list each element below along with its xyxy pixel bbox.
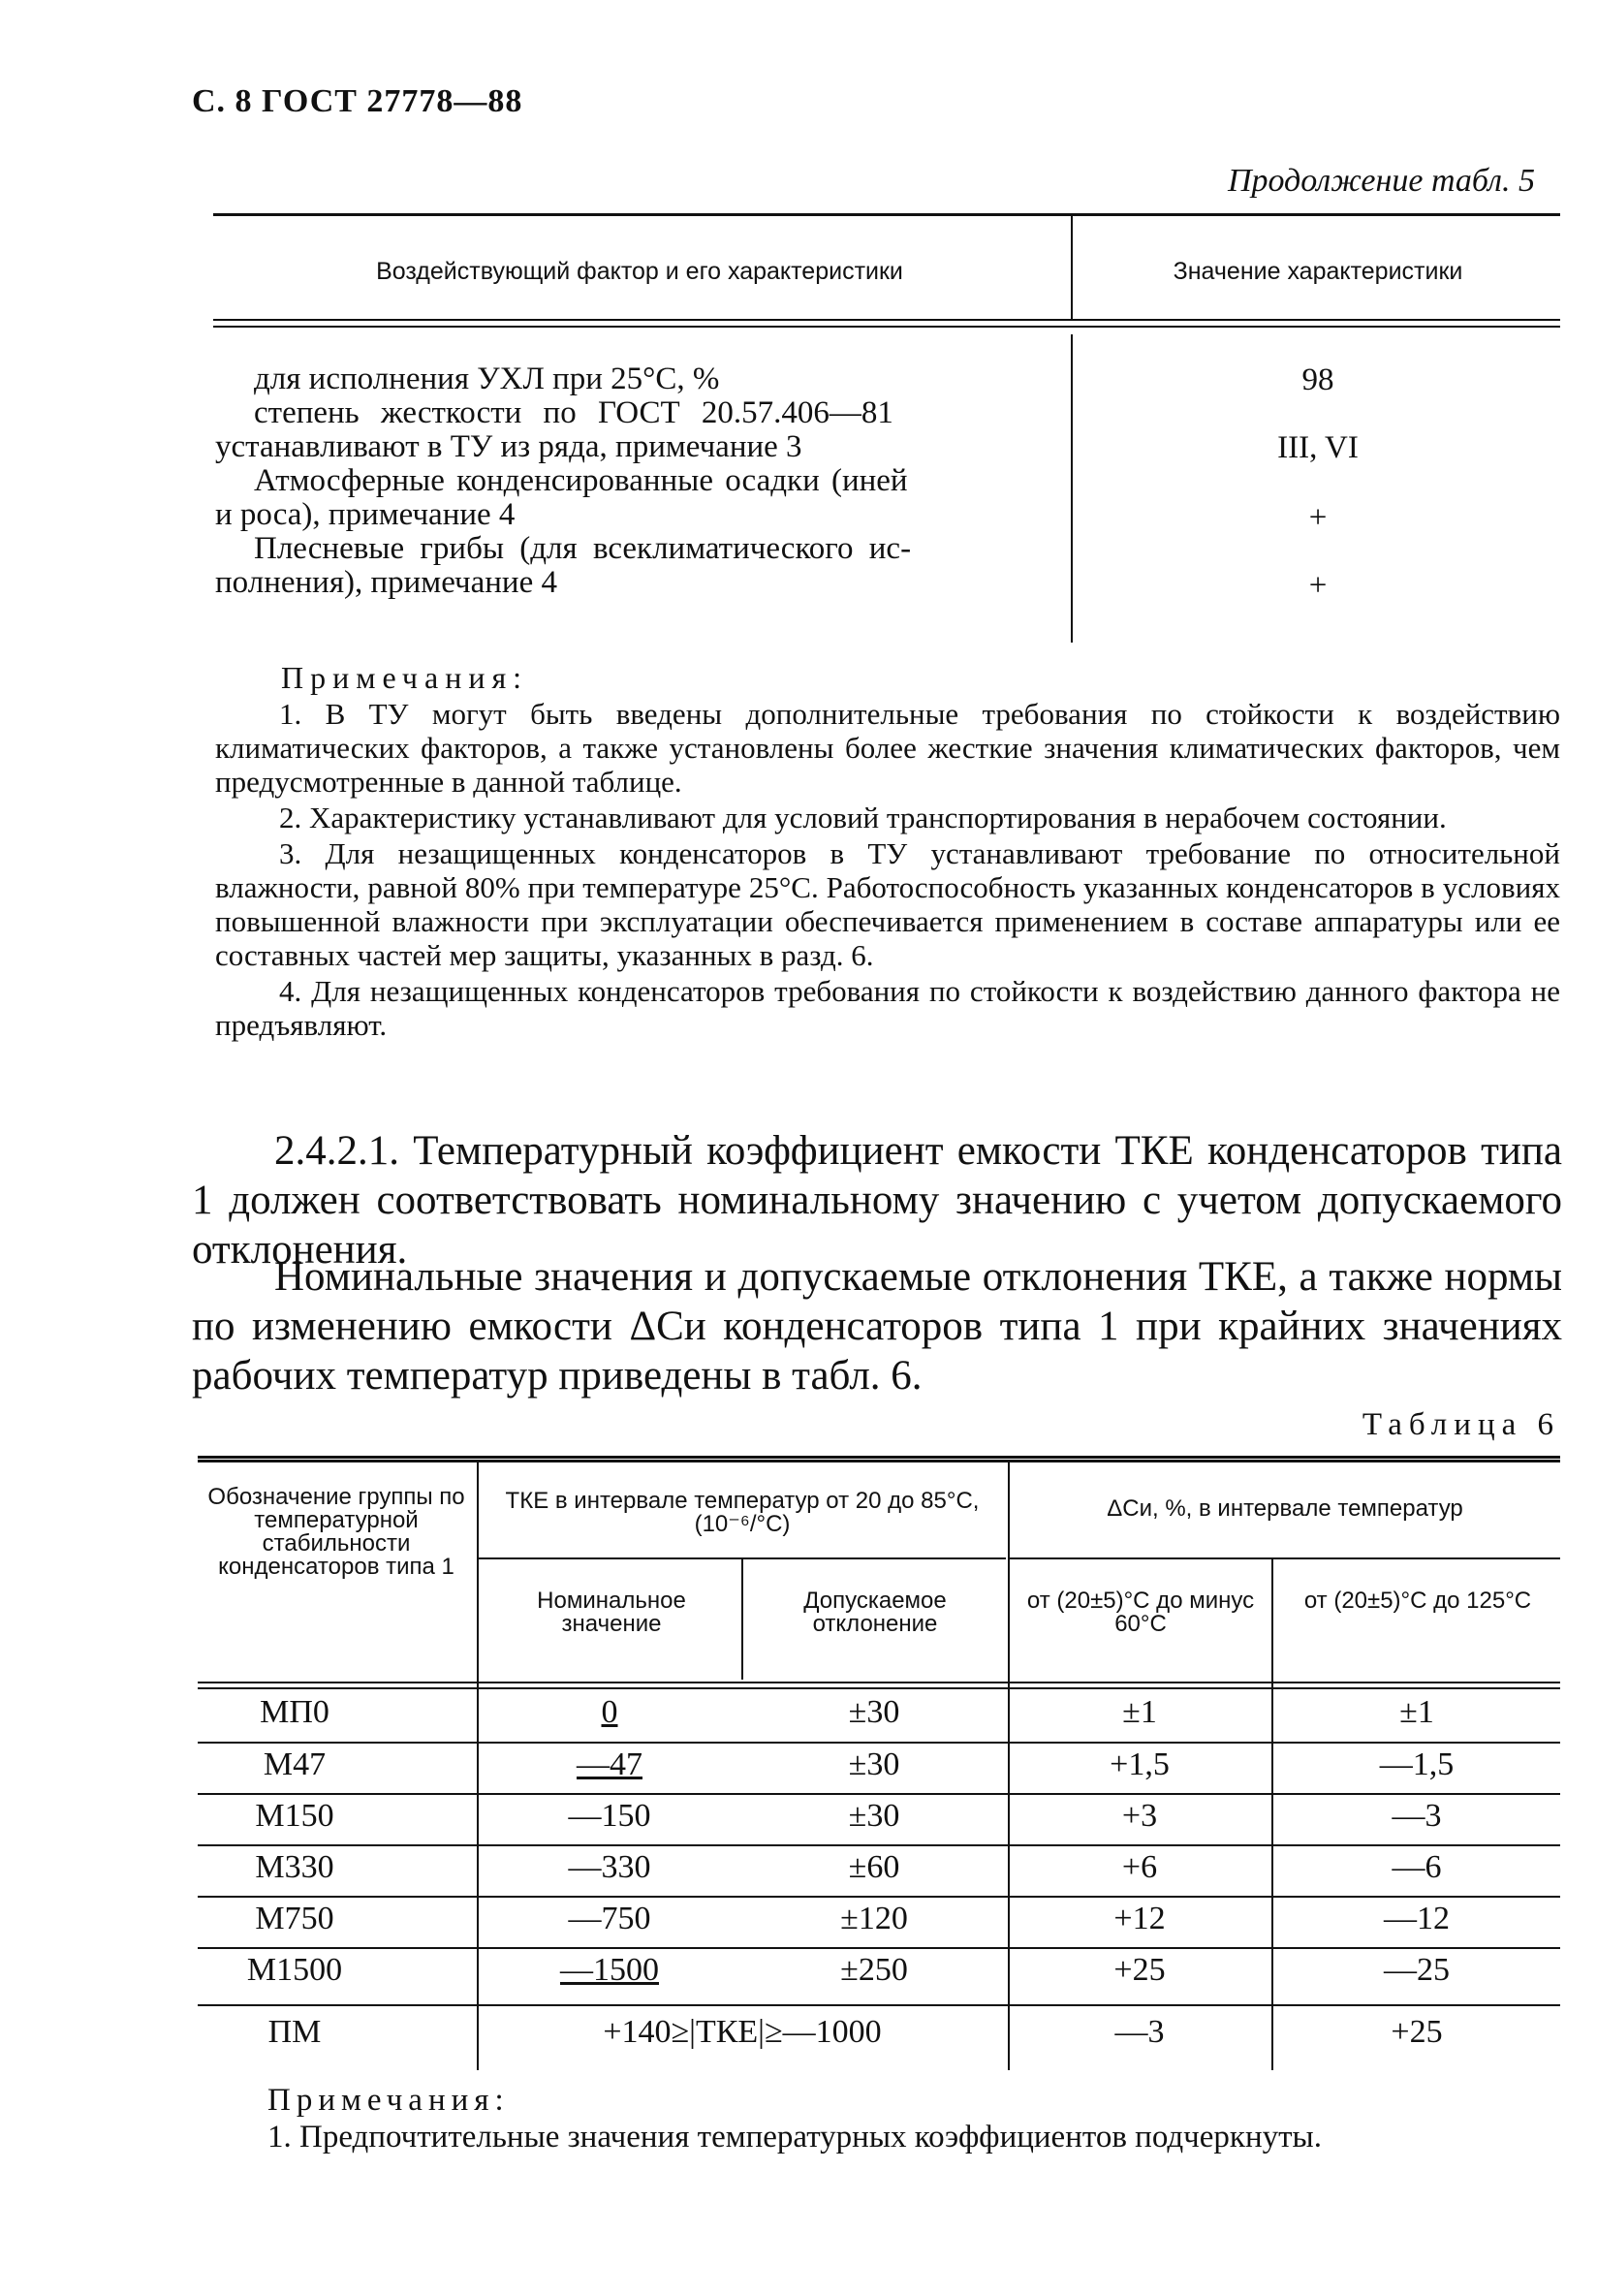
table5-top-rule [213,213,1560,216]
table5-row-value: 98 [1301,362,1334,397]
table6-label: Таблица 6 [1362,1407,1560,1442]
table6-column-divider [741,1558,743,1680]
table6-cell-tolerance: ±30 [848,1798,900,1834]
table6-cell-tolerance: ±60 [848,1849,900,1885]
table6-cell-plus125: ±1 [1399,1694,1434,1730]
note-item: 1. Предпочтительные значения температурных коэффициентов подчеркнуты. [267,2120,1322,2154]
table6-header-rule [198,1687,1560,1689]
table6-header-dc-125: от (20±5)°С до 125°С [1303,1588,1532,1614]
table6-row-rule [198,1947,1560,1949]
table6-cell-nominal: —150 [568,1798,651,1834]
table6-subheader-rule [479,1557,1006,1559]
table5-row-value: + [1308,500,1328,535]
table6-cell-tke-range: +140≥|ТКЕ|≥—1000 [603,2014,882,2050]
table5-row-value: + [1308,568,1328,603]
table6-cell-nominal: —47 [577,1746,642,1782]
note-item: 4. Для незащищенных конденсаторов требования по стойкости к воздействию данного фактора не предъявляют. [215,974,1560,1042]
table6-cell-group: МП0 [260,1694,329,1730]
table6-cell-group: М47 [263,1746,327,1782]
table6-cell-plus125: —1,5 [1379,1746,1455,1782]
table6-cell-plus125: +25 [1391,2014,1443,2050]
table6-cell-minus60: ±1 [1122,1694,1157,1730]
body-paragraph: 2.4.2.1. Температурный коэффициент емкости ТКЕ конденсаторов типа 1 должен соответствовать номинальному значению с учетом допускаемого отклонения. [192,1128,1562,1273]
table5-header-factor: Воздействующий фактор и его характеристики [376,258,903,285]
table5-row-text: Атмосферные конденсированные осадки (иней [254,463,908,498]
table6-header-dc: ΔCи, %, в интервале температур [1107,1495,1463,1522]
table5-row-text: Плесневые грибы (для всеклиматического ис- [254,531,912,566]
table6-cell-tolerance: ±30 [848,1746,900,1782]
table6-cell-group: М1500 [246,1952,343,1988]
table6-cell-nominal: —1500 [560,1952,659,1988]
page-header: С. 8 ГОСТ 27778—88 [192,83,523,119]
notes-title: Примечания: [281,660,529,695]
table5-header-rule [213,326,1560,328]
table5-row-text: полнения), примечание 4 [215,565,557,600]
table6-cell-group: ПМ [267,2014,322,2050]
notes-title: Примечания: [267,2083,510,2118]
table6-row-rule [198,1844,1560,1846]
table6-top-rule [198,1460,1560,1463]
table6-cell-minus60: +25 [1113,1952,1166,1988]
table6-cell-plus125: —25 [1384,1952,1450,1988]
table6-row-rule [198,1793,1560,1795]
table6-row-rule [198,1896,1560,1898]
body-paragraph: Номинальные значения и допускаемые отклонения ТКЕ, а также нормы по изменению емкости ΔCи конденсаторов типа 1 при крайних значениях рабочих температур приведены в табл. 6. [192,1254,1562,1399]
table6-header-dc-minus60: от (20±5)°С до минус 60°С [1026,1588,1255,1637]
table6-cell-tolerance: ±30 [848,1694,900,1730]
table5-row-text: для исполнения УХЛ при 25°С, % [254,362,720,396]
table6-top-rule [198,1456,1560,1459]
table5-row-text: и роса), примечание 4 [215,497,516,532]
table6-header-tke: ТКЕ в интервале температур от 20 до 85°С, (10⁻⁶/°С) [505,1488,980,1537]
table6-cell-minus60: +6 [1121,1849,1158,1885]
table6-cell-nominal: 0 [601,1694,618,1730]
table6-cell-nominal: —750 [568,1901,651,1936]
table6-cell-group: М750 [255,1901,334,1936]
table6-cell-tolerance: ±120 [840,1901,908,1936]
table6-row-rule [198,2004,1560,2006]
table6-cell-plus125: —3 [1392,1798,1442,1834]
table6-header-tke-nominal: Номинальное значение [537,1588,686,1637]
table6-cell-plus125: —6 [1392,1849,1442,1885]
table6-cell-group: М330 [255,1849,334,1885]
table5-column-divider [1071,334,1073,643]
table6-header-group: Обозначение группы по температурной стабильности конденсаторов типа 1 [207,1484,465,1580]
table5-row-text: устанавливают в ТУ из ряда, примечание 3 [215,429,802,464]
table5-header-rule [213,319,1560,321]
table-continuation-label: Продолжение табл. 5 [1227,163,1535,199]
table6-cell-nominal: —330 [568,1849,651,1885]
table5-header-value: Значение характеристики [1173,258,1463,285]
table6-header-rule [198,1682,1560,1683]
table6-cell-plus125: —12 [1384,1901,1450,1936]
table6-header-tke-tolerance: Допускаемое отклонение [803,1588,947,1637]
note-item: 2. Характеристику устанавливают для условий транспортирования в нерабочем состоянии. [279,801,1447,834]
table5-column-divider [1071,215,1073,320]
table6-cell-minus60: +12 [1113,1901,1166,1936]
table5-row-text: степень жесткости по ГОСТ 20.57.406—81 [254,395,893,430]
note-item: 3. Для незащищенных конденсаторов в ТУ устанавливают требование по относительной влажности, равной 80% при температуре 25°С. Работоспособность указанных конденсаторов в условиях повышенной влажности при эксплуатации обеспечивается применением в составе аппаратуры или ее составных частей мер защиты, указанных в разд. 6. [215,836,1560,972]
table6-cell-minus60: +1,5 [1110,1746,1170,1782]
table6-cell-minus60: +3 [1121,1798,1158,1834]
table5-row-value: III, VI [1277,430,1359,465]
table5-notes [215,661,1560,1042]
table6-subheader-rule [1010,1557,1560,1559]
table6-cell-minus60: —3 [1114,2014,1165,2050]
table6-cell-tolerance: ±250 [840,1952,908,1988]
note-item: 1. В ТУ могут быть введены дополнительные требования по стойкости к воздействию климатических факторов, а также установлены более жесткие значения климатических факторов, чем предусмотренные в данной таблице. [215,697,1560,799]
table6-row-rule [198,1742,1560,1744]
table6-cell-group: М150 [255,1798,334,1834]
table6-notes [267,2082,1322,2155]
